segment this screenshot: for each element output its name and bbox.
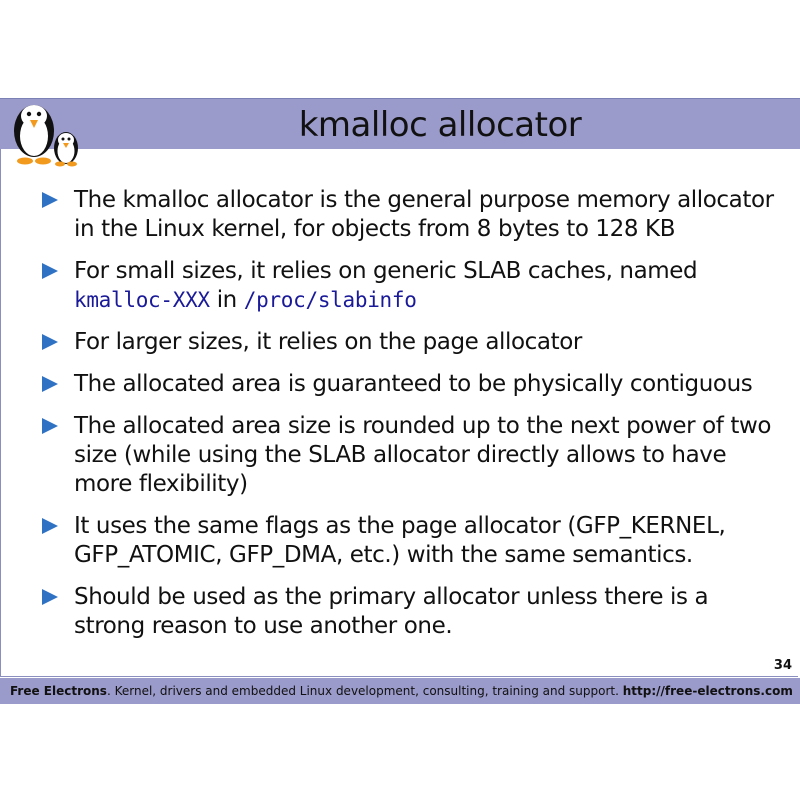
list-item (40, 257, 780, 315)
list-item (40, 328, 780, 357)
triangle-bullet-icon (42, 263, 58, 279)
triangle-bullet-icon (42, 376, 58, 392)
code-proc-slabinfo: /proc/slabinfo (243, 288, 417, 312)
triangle-bullet-icon (42, 518, 58, 534)
bullet-text: Should be used as the primary allocator unless there is a strong reason to use another one. (74, 584, 709, 639)
footer-brand: Free Electrons (10, 684, 107, 698)
bullet-text: For small sizes, it relies on generic SLAB caches, named (74, 258, 698, 284)
triangle-bullet-icon (42, 334, 58, 350)
list-item (40, 512, 780, 570)
bullet-text: It uses the same flags as the page allocator (GFP_KERNEL, GFP_ATOMIC, GFP_DMA, etc.) with the same semantics. (74, 513, 726, 568)
code-kmalloc-xxx: kmalloc-XXX (74, 288, 210, 312)
list-item (40, 412, 780, 499)
list-item (40, 370, 780, 399)
footer-url[interactable]: http://free-electrons.com (622, 684, 793, 698)
bullet-list (40, 186, 780, 654)
triangle-bullet-icon (42, 418, 58, 434)
page-number: 34 (773, 658, 792, 673)
title-bar (0, 98, 800, 149)
bullet-text: in (209, 287, 244, 313)
bullet-text: The kmalloc allocator is the general purpose memory allocator in the Linux kernel, for objects from 8 bytes to 128 KB (74, 187, 774, 242)
footer (0, 678, 800, 704)
triangle-bullet-icon (42, 192, 58, 208)
slide-title: kmalloc allocator (298, 105, 582, 145)
bullet-text: The allocated area size is rounded up to the next power of two size (while using the SLAB allocator directly allows to have more flexibility) (74, 413, 772, 497)
bullet-text: For larger sizes, it relies on the page allocator (74, 329, 582, 355)
penguin-logo-icon (8, 101, 88, 171)
triangle-bullet-icon (42, 589, 58, 605)
footer-description: . Kernel, drivers and embedded Linux development, consulting, training and support. (106, 684, 623, 698)
slide (0, 98, 800, 706)
bullet-text: The allocated area is guaranteed to be physically contiguous (74, 371, 753, 397)
list-item (40, 186, 780, 244)
list-item (40, 583, 780, 641)
